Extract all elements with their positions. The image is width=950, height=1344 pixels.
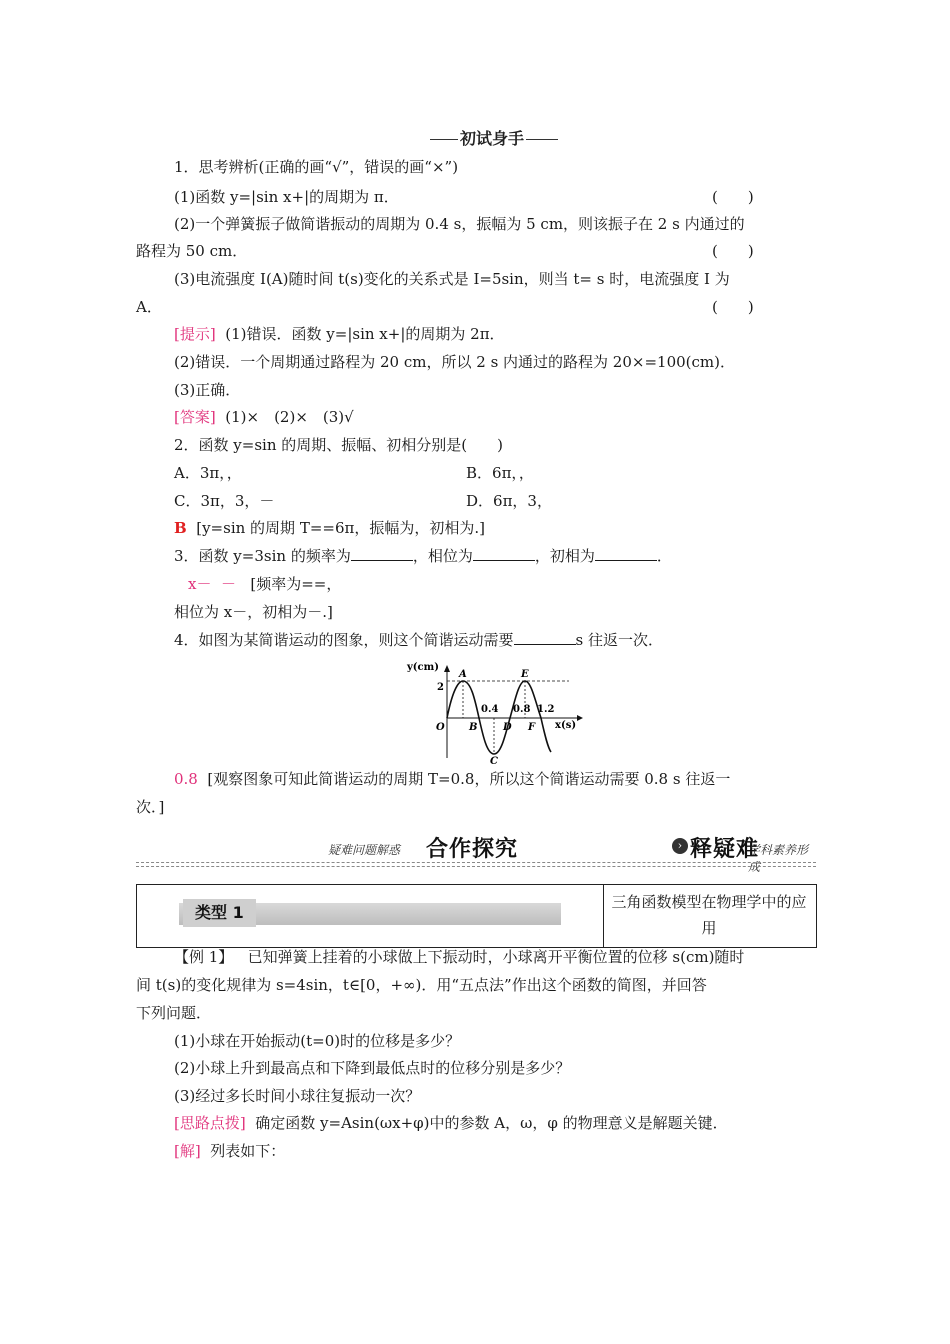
type-header-table xyxy=(136,884,817,948)
q3-stem xyxy=(174,545,672,567)
sine-graph xyxy=(405,660,585,767)
graph-tick-0-8: 0.8 xyxy=(513,704,531,715)
type-table-divider xyxy=(603,885,604,947)
banner-right-text: 学科素养形成 xyxy=(748,843,809,874)
type-badge: 类型 1 xyxy=(183,899,256,927)
q4-stem-a: 4．如图为某简谐运动的图象，则这个简谐运动需要 xyxy=(174,631,514,649)
example1-sub3: (3)经过多长时间小球往复振动一次？ xyxy=(174,1087,421,1105)
graph-tick-0-4: 0.4 xyxy=(481,704,499,715)
graph-label-c: C xyxy=(490,756,498,767)
section-banner xyxy=(136,832,816,874)
q2-explain: [y=sin 的周期 T==6π，振幅为，初相为.] xyxy=(196,519,485,537)
q2-option-a: A．3π，， xyxy=(174,464,242,482)
q4-answer-line xyxy=(174,768,730,790)
q3-stem-a: 3．函数 y=3sin 的频率为 xyxy=(174,547,351,565)
banner-left-text: 疑难问题解惑 xyxy=(328,843,401,857)
q4-answer: 0.8 xyxy=(174,770,198,788)
q1-item1: (1)函数 y=|sin x+|的周期为 π． xyxy=(174,188,399,206)
q1-item1-paren: ( ) xyxy=(712,188,754,206)
q3-stem-c: ，初相为 xyxy=(534,547,595,565)
example1-hint-line xyxy=(174,1112,728,1134)
graph-tick-2: 2 xyxy=(437,682,444,693)
answer-tag: [答案] xyxy=(174,408,216,426)
q1-hint1: (1)错误．函数 y=|sin x+|的周期为 2π． xyxy=(225,325,505,343)
q3-explain2: 相位为 x－，初相为－.] xyxy=(174,603,333,621)
example1-line1 xyxy=(174,946,744,968)
q3-explain: [频率为==， xyxy=(250,575,342,593)
example1-text1: 已知弹簧上挂着的小球做上下振动时，小球离开平衡位置的位移 s(cm)随时 xyxy=(247,948,745,966)
q1-hint3: (3)正确． xyxy=(174,381,241,399)
graph-ylabel: y(cm) xyxy=(407,662,439,673)
q3-answer-line xyxy=(188,573,341,595)
hint-tag: [提示] xyxy=(174,325,216,343)
banner-title-a: 合作探究 xyxy=(426,837,519,862)
q1-answer: (1)× (2)× (3)√ xyxy=(225,408,354,426)
q4-stem xyxy=(174,629,663,651)
graph-label-a: A xyxy=(459,669,467,680)
q4-stem-b: s 往返一次． xyxy=(575,631,664,649)
q3-blank-1 xyxy=(351,546,413,561)
q1-hint1-line xyxy=(174,323,505,345)
q1-item2-paren: ( ) xyxy=(712,242,754,260)
example1-line3: 下列问题． xyxy=(136,1004,212,1022)
q1-intro: 1．思考辨析(正确的画“√”，错误的画“×”) xyxy=(174,158,459,176)
x-axis-arrow xyxy=(577,715,583,721)
graph-label-d: D xyxy=(503,722,512,733)
q1-item3a: (3)电流强度 I(A)随时间 t(s)变化的关系式是 I=5sin，则当 t= s 时，电流强度 I 为 xyxy=(174,270,730,288)
q2-stem: 2．函数 y=sin 的周期、振幅、初相分别是( ) xyxy=(174,436,503,454)
banner-rule-2 xyxy=(136,866,816,867)
section-heading xyxy=(430,126,558,152)
graph-origin: O xyxy=(436,722,445,733)
q3-ans-b: － xyxy=(221,575,237,593)
banner-arrow-icon: › xyxy=(672,838,688,854)
q3-stem-d: ． xyxy=(656,547,672,565)
graph-label-b: B xyxy=(469,722,478,733)
banner-title-b: 释疑难 xyxy=(690,837,760,862)
example1-hint: 确定函数 y=Asin(ωx+φ)中的参数 A，ω，φ 的物理意义是解题关键． xyxy=(255,1114,728,1132)
section-heading-text: 初试身手 xyxy=(458,126,526,152)
q2-answer-letter: B xyxy=(174,519,187,537)
example1-sol-tag: [解] xyxy=(174,1142,201,1160)
example1-hint-tag: [思路点拨] xyxy=(174,1114,246,1132)
example1-tag: 【例 1】 xyxy=(174,948,234,966)
q2-option-b: B．6π，， xyxy=(466,464,534,482)
q3-blank-3 xyxy=(595,546,657,561)
graph-label-f: F xyxy=(528,722,536,733)
q2-answer-line xyxy=(174,517,485,539)
q1-item3b: A． xyxy=(136,298,162,316)
q2-option-d: D．6π，3， xyxy=(466,492,552,510)
q4-explain: [观察图象可知此简谐运动的周期 T=0.8，所以这个简谐运动需要 0.8 s 往返一 xyxy=(207,770,731,788)
example1-sol: 列表如下： xyxy=(210,1142,286,1160)
q4-blank xyxy=(514,630,576,645)
q1-hint2: (2)错误．一个周期通过路程为 20 cm，所以 2 s 内通过的路程为 20×=100(cm)． xyxy=(174,353,735,371)
type-title: 三角函数模型在物理学中的应用 xyxy=(611,893,807,937)
q1-item2b: 路程为 50 cm． xyxy=(136,242,248,260)
q3-ans-a: x－ xyxy=(188,575,212,593)
banner-rule-1 xyxy=(136,862,816,863)
example1-sol-line xyxy=(174,1140,285,1162)
example1-sub1: (1)小球在开始振动(t=0)时的位移是多少？ xyxy=(174,1032,461,1050)
q4-explain2: 次．] xyxy=(136,798,165,816)
q1-item3-paren: ( ) xyxy=(712,298,754,316)
q1-answer-line xyxy=(174,406,354,428)
example1-sub2: (2)小球上升到最高点和下降到最低点时的位移分别是多少？ xyxy=(174,1059,571,1077)
graph-tick-1-2: 1.2 xyxy=(537,704,555,715)
q3-stem-b: ，相位为 xyxy=(412,547,473,565)
graph-label-e: E xyxy=(521,669,529,680)
example1-line2: 间 t(s)的变化规律为 s=4sin，t∈[0，+∞)．用“五点法”作出这个函数的简图，并回答 xyxy=(136,976,707,994)
graph-xlabel: x(s) xyxy=(555,720,577,731)
q3-blank-2 xyxy=(473,546,535,561)
q1-item2a: (2)一个弹簧振子做简谐振动的周期为 0.4 s，振幅为 5 cm，则该振子在 2 s 内通过的 xyxy=(174,215,745,233)
y-axis-arrow xyxy=(444,665,450,672)
q2-option-c: C．3π，3，－ xyxy=(174,492,275,510)
